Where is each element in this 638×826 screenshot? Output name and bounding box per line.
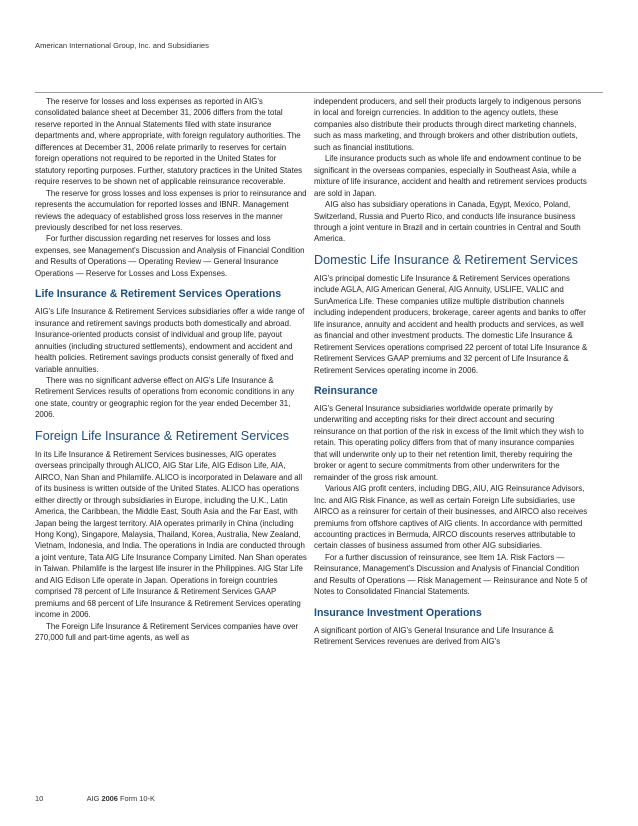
paragraph: The reserve for gross losses and loss expenses is prior to reinsurance and represents the accumulation for reported losses and IBNR. Management reviews the adequacy of established gross loss reserves in the manner previously described for net loss reserves.	[35, 188, 307, 232]
page-number: 10	[35, 794, 44, 803]
header-rule	[35, 92, 603, 93]
paragraph: For a further discussion of reinsurance, see Item 1A. Risk Factors — Reinsurance, Management's Discussion and Analysis of Financial Condition and Results of Operations — Risk Management — Reinsurance and Note 5 of Notes to Consolidated Financial Statements.	[314, 552, 588, 597]
running-head: American International Group, Inc. and Subsidiaries	[35, 41, 209, 50]
footer-brand: AIG	[86, 794, 100, 803]
paragraph: AIG's principal domestic Life Insurance & Retirement Services operations include AGLA, AIG American General, AIG Annuity, USLIFE, VALIC and SunAmerica Life. These companies utilize multiple distribution channels including independent producers, brokerage, career agents and banks to offer life insurance, annuity and accident and health products and services, as well as financial and other investment products. The domestic Life Insurance & Retirement Services operations comprised 22 percent of total Life Insurance & Retirement Services GAAP premiums and 32 percent of Life Insurance & Retirement Services operating income in 2006.	[314, 273, 588, 375]
paragraph: There was no significant adverse effect on AIG's Life Insurance & Retirement Services results of operations from economic conditions in any one state, country or geographic region for the year ended December 31, 2006.	[35, 375, 295, 420]
paragraph: independent producers, and sell their products largely to indigenous persons in local and foreign currencies. In addition to the agency outlets, these companies also distribute their products through direct marketing channels, such as mass marketing, and through brokers and other distribution outlets, such as financial institutions.	[314, 97, 582, 152]
left-column	[35, 96, 307, 643]
paragraph: For further discussion regarding net reserves for losses and loss expenses, see Management's Discussion and Analysis of Financial Condition and Results of Operations — Operating Review — General Insurance Operations — Reserve for Losses and Loss Expenses.	[35, 234, 305, 278]
section-heading-investment: Insurance Investment Operations	[314, 606, 482, 619]
paragraph: Life insurance products such as whole life and endowment continue to be significant in the overseas companies, especially in Southeast Asia, while a mixture of life insurance, accident and health and retirement services products are sold in Japan.	[314, 154, 587, 198]
section-heading-life: Life Insurance & Retirement Services Operations	[35, 288, 282, 301]
paragraph: In its Life Insurance & Retirement Services businesses, AIG operates overseas principally through ALICO, AIG Star Life, AIG Edison Life, AIA, AIRCO, Nan Shan and Philamlife. ALICO is incorporated in Delaware and all of its business is written outside of the United States. ALICO has operations either directly or through subsidiaries in Europe, including the U.K., Latin America, the Caribbean, the Middle East, South Asia and the Far East, with Japan being the largest territory. AIA operates primarily in China (including Hong Kong), Singapore, Malaysia, Thailand, Korea, Australia, New Zealand, Vietnam, Indonesia, and India. The operations in India are conducted through a joint venture, Tata AIG Life Insurance Company Limited. Nan Shan operates in Taiwan. Philamlife is the largest life insurer in the Philippines. AIG Star Life and AIG Edison Life operate in Japan. Operations in foreign countries comprised 78 percent of Life Insurance & Retirement Services GAAP premiums and 68 percent of Life Insurance & Retirement Services operating income in 2006.	[35, 449, 307, 620]
paragraph: A significant portion of AIG's General Insurance and Life Insurance & Retirement Services revenues are derived from AIG's	[314, 625, 554, 647]
paragraph: The reserve for losses and loss expenses as reported in AIG's consolidated balance sheet at December 31, 2006 differs from the total reserve reported in the Annual Statements filed with state insurance departments and, where appropriate, with foreign regulatory authorities. The differences at December 31, 2006 relate primarily to reserves for certain foreign operations not required to be reported in the United States for statutory reporting purposes. Further, statutory practices in the United States require reserves to be shown net of applicable reinsurance recoverable.	[35, 97, 303, 187]
paragraph: AIG's Life Insurance & Retirement Services subsidiaries offer a wide range of insurance and retirement savings products both domestically and abroad. Insurance-oriented products consist of individual and group life, payout annuities (including structured settlements), endowment and accident and health policies. Retirement savings products consist generally of fixed and variable annuities.	[35, 307, 305, 374]
section-heading-domestic: Domestic Life Insurance & Retirement Services	[314, 252, 578, 267]
paragraph: AIG also has subsidiary operations in Canada, Egypt, Mexico, Poland, Switzerland, Russia and Puerto Rico, and conducts life insurance business through a joint venture in Brazil and in certain countries in Central and South America.	[314, 200, 581, 244]
section-heading-reinsurance: Reinsurance	[314, 384, 378, 397]
paragraph: AIG's General Insurance subsidiaries worldwide operate primarily by underwriting and accepting risks for their direct account and securing reinsurance on that portion of the risk in excess of the limit which they wish to retain. This operating policy differs from that of many insurance companies that will underwrite only up to their net retention limit, thereby requiring the broker or agent to secure commitments from other underwriters for the remainder of the gross risk amount.	[314, 403, 584, 482]
paragraph: Various AIG profit centers, including DBG, AIU, AIG Reinsurance Advisors, Inc. and AIG Risk Finance, as well as certain Foreign Life subsidiaries, use AIRCO as a reinsurer for certain of their businesses, and AIRCO also receives premiums from offshore captives of AIG clients. In accordance with permitted accounting practices in Bermuda, AIRCO discounts reserves attributable to certain classes of business assumed from other AIG subsidiaries.	[314, 484, 588, 551]
right-column	[314, 96, 588, 648]
footer-form: Form 10-K	[119, 794, 155, 803]
page-footer	[35, 794, 155, 803]
footer-year: 2006	[101, 794, 118, 803]
section-heading-foreign: Foreign Life Insurance & Retirement Services	[35, 428, 290, 443]
paragraph: The Foreign Life Insurance & Retirement Services companies have over 270,000 full and part-time agents, as well as	[35, 621, 299, 643]
